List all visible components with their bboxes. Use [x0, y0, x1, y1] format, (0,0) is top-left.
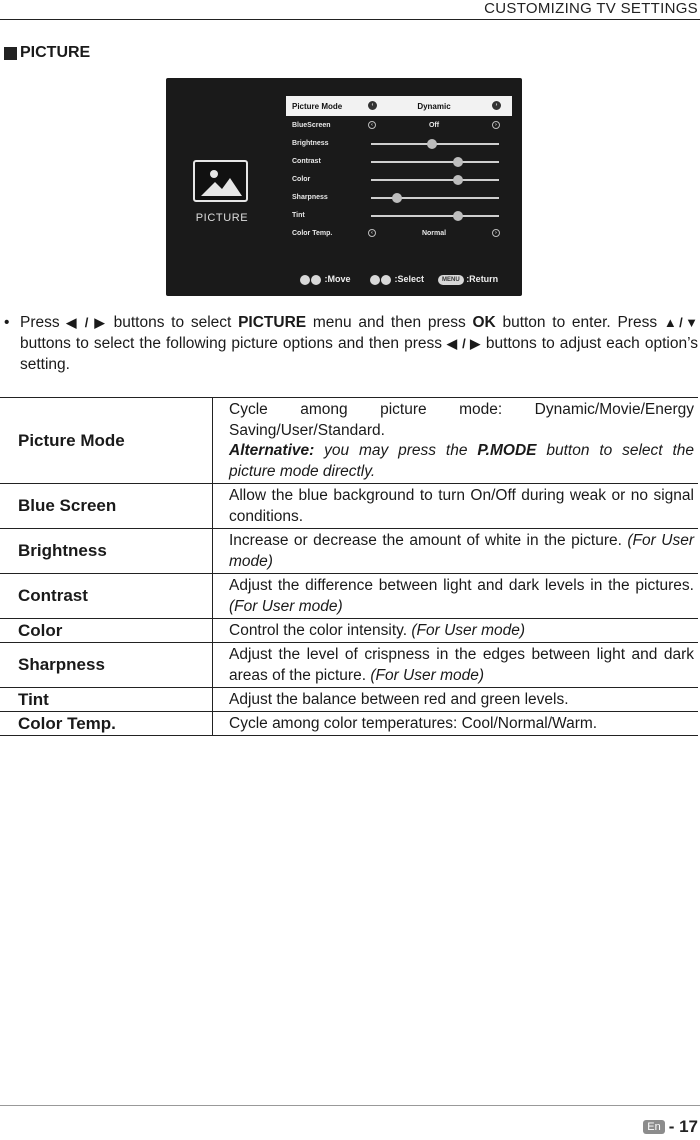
table-row [0, 484, 698, 529]
table-row [0, 643, 698, 688]
option-description: Allow the blue background to turn On/Off during weak or no signal conditions. [213, 484, 699, 529]
table-row [0, 574, 698, 619]
instr-text: Press [20, 314, 60, 331]
instr-text: button to enter. [502, 314, 611, 331]
slider-knob[interactable] [427, 139, 437, 149]
table-row [0, 398, 698, 484]
mode-note: (For User mode) [370, 666, 484, 684]
tv-menu-item[interactable] [286, 225, 512, 243]
chevron-right-icon[interactable]: › [492, 229, 500, 237]
option-description [213, 529, 699, 574]
tv-menu-item-label: Tint [292, 212, 305, 219]
tv-menu-item-value: Normal [421, 230, 447, 237]
tv-menu-item-value: Off [428, 122, 440, 129]
header-rule [0, 19, 700, 20]
right-button-icon [381, 275, 391, 285]
option-name: Color Temp. [0, 712, 213, 736]
page-number [643, 1117, 698, 1137]
tv-menu-item[interactable] [286, 96, 512, 116]
select-hint-label: :Select [394, 274, 425, 284]
chevron-right-icon[interactable]: › [492, 121, 500, 129]
down-button-icon [311, 275, 321, 285]
move-hint-label: :Move [324, 274, 351, 284]
tv-menu-item-label: Picture Mode [292, 102, 343, 111]
footer-rule [0, 1105, 700, 1106]
slider-track[interactable] [371, 215, 499, 217]
tv-menu-item[interactable] [286, 189, 512, 207]
desc-text: Increase or decrease the amount of white in the picture. [229, 532, 622, 549]
tv-menu-item[interactable] [286, 117, 512, 135]
menu-button-icon: MENU [438, 275, 464, 285]
up-button-icon [300, 275, 310, 285]
chevron-left-icon[interactable]: ‹ [368, 229, 376, 237]
option-description: Cycle among color temperatures: Cool/Normal/Warm. [213, 712, 699, 736]
page-number-text: - 17 [668, 1117, 698, 1136]
tv-menu-item-label: BlueScreen [292, 122, 331, 129]
tv-menu-item-label: Brightness [292, 140, 329, 147]
tv-menu-item-label: Sharpness [292, 194, 328, 201]
left-right-arrows-icon: ◀ / ▶ [66, 315, 107, 330]
square-bullet-icon [4, 47, 17, 60]
alt-label: Alternative: [229, 442, 315, 459]
menu-name: PICTURE [238, 314, 307, 331]
ok-key: OK [472, 314, 496, 331]
table-row [0, 688, 698, 712]
table-row [0, 529, 698, 574]
slider-knob[interactable] [453, 211, 463, 221]
instr-text: buttons to select [113, 314, 232, 331]
instr-text: menu and then press [312, 314, 466, 331]
tv-menu-screenshot [166, 78, 522, 296]
picture-icon [193, 160, 248, 202]
slider-track[interactable] [371, 197, 499, 199]
tv-menu-item-label: Color [292, 176, 311, 183]
option-name: Contrast [0, 574, 213, 619]
alt-text: you may press the [324, 442, 468, 459]
chevron-left-icon[interactable]: ‹ [368, 101, 377, 110]
tv-panel-label: PICTURE [195, 212, 249, 224]
instruction-paragraph [20, 312, 698, 375]
instr-text: buttons to adjust each option’s setting. [20, 335, 698, 373]
option-description [213, 398, 699, 484]
option-description [213, 643, 699, 688]
tv-menu-footer [278, 274, 522, 288]
chevron-left-icon[interactable]: ‹ [368, 121, 376, 129]
left-button-icon [370, 275, 380, 285]
tv-menu-item[interactable] [286, 207, 512, 225]
tv-menu-list [286, 96, 512, 243]
return-hint-label: :Return [466, 274, 499, 284]
tv-menu-item-value: Dynamic [417, 102, 451, 111]
section-heading [4, 44, 90, 62]
instructions [4, 312, 698, 375]
slider-knob[interactable] [453, 157, 463, 167]
tv-menu-item[interactable] [286, 153, 512, 171]
table-row [0, 619, 698, 643]
option-name: Blue Screen [0, 484, 213, 529]
option-description [213, 619, 699, 643]
tv-menu-item-label: Color Temp. [292, 230, 333, 237]
chevron-right-icon[interactable]: › [492, 101, 501, 110]
desc-text: Control the color intensity. [229, 621, 408, 639]
tv-menu-item[interactable] [286, 135, 512, 153]
up-down-arrows-icon: ▲/▼ [663, 315, 698, 330]
options-table [0, 397, 698, 736]
desc-text: Cycle among picture mode: Dynamic/Movie/Energy Saving/User/Standard. [229, 401, 694, 439]
option-description [213, 574, 699, 619]
option-name: Color [0, 619, 213, 643]
bullet: • [4, 314, 10, 331]
option-name: Sharpness [0, 643, 213, 688]
option-name: Picture Mode [0, 398, 213, 484]
left-right-arrows-icon: ◀ / ▶ [447, 336, 481, 351]
header-title: CUSTOMIZING TV SETTINGS [484, 0, 698, 17]
slider-track[interactable] [371, 161, 499, 163]
language-badge: En [643, 1120, 664, 1134]
alt-key: P.MODE [477, 442, 537, 459]
tv-menu-item-label: Contrast [292, 158, 321, 165]
mode-note: (For User mode) [229, 532, 694, 570]
desc-text: Adjust the difference between light and dark levels in the pictures. [229, 577, 694, 594]
instr-text: buttons to select the following picture options and then press [20, 335, 442, 352]
section-title: PICTURE [20, 44, 91, 61]
option-name: Tint [0, 688, 213, 712]
slider-knob[interactable] [392, 193, 402, 203]
slider-track[interactable] [371, 179, 499, 181]
desc-text: Adjust the level of crispness in the edges between light and dark areas of the picture. [229, 646, 694, 684]
option-description: Adjust the balance between red and green levels. [213, 688, 699, 712]
slider-knob[interactable] [453, 175, 463, 185]
mode-note: (For User mode) [411, 621, 526, 639]
table-row [0, 712, 698, 736]
tv-menu-sidebar [166, 78, 278, 266]
move-hint [300, 274, 351, 285]
return-hint [438, 274, 498, 285]
tv-menu-item[interactable] [286, 171, 512, 189]
mode-note: (For User mode) [229, 597, 343, 615]
select-hint [370, 274, 424, 285]
instr-text: Press [617, 314, 658, 331]
option-name: Brightness [0, 529, 213, 574]
alt-text: button to select the picture mode directly. [229, 442, 695, 480]
